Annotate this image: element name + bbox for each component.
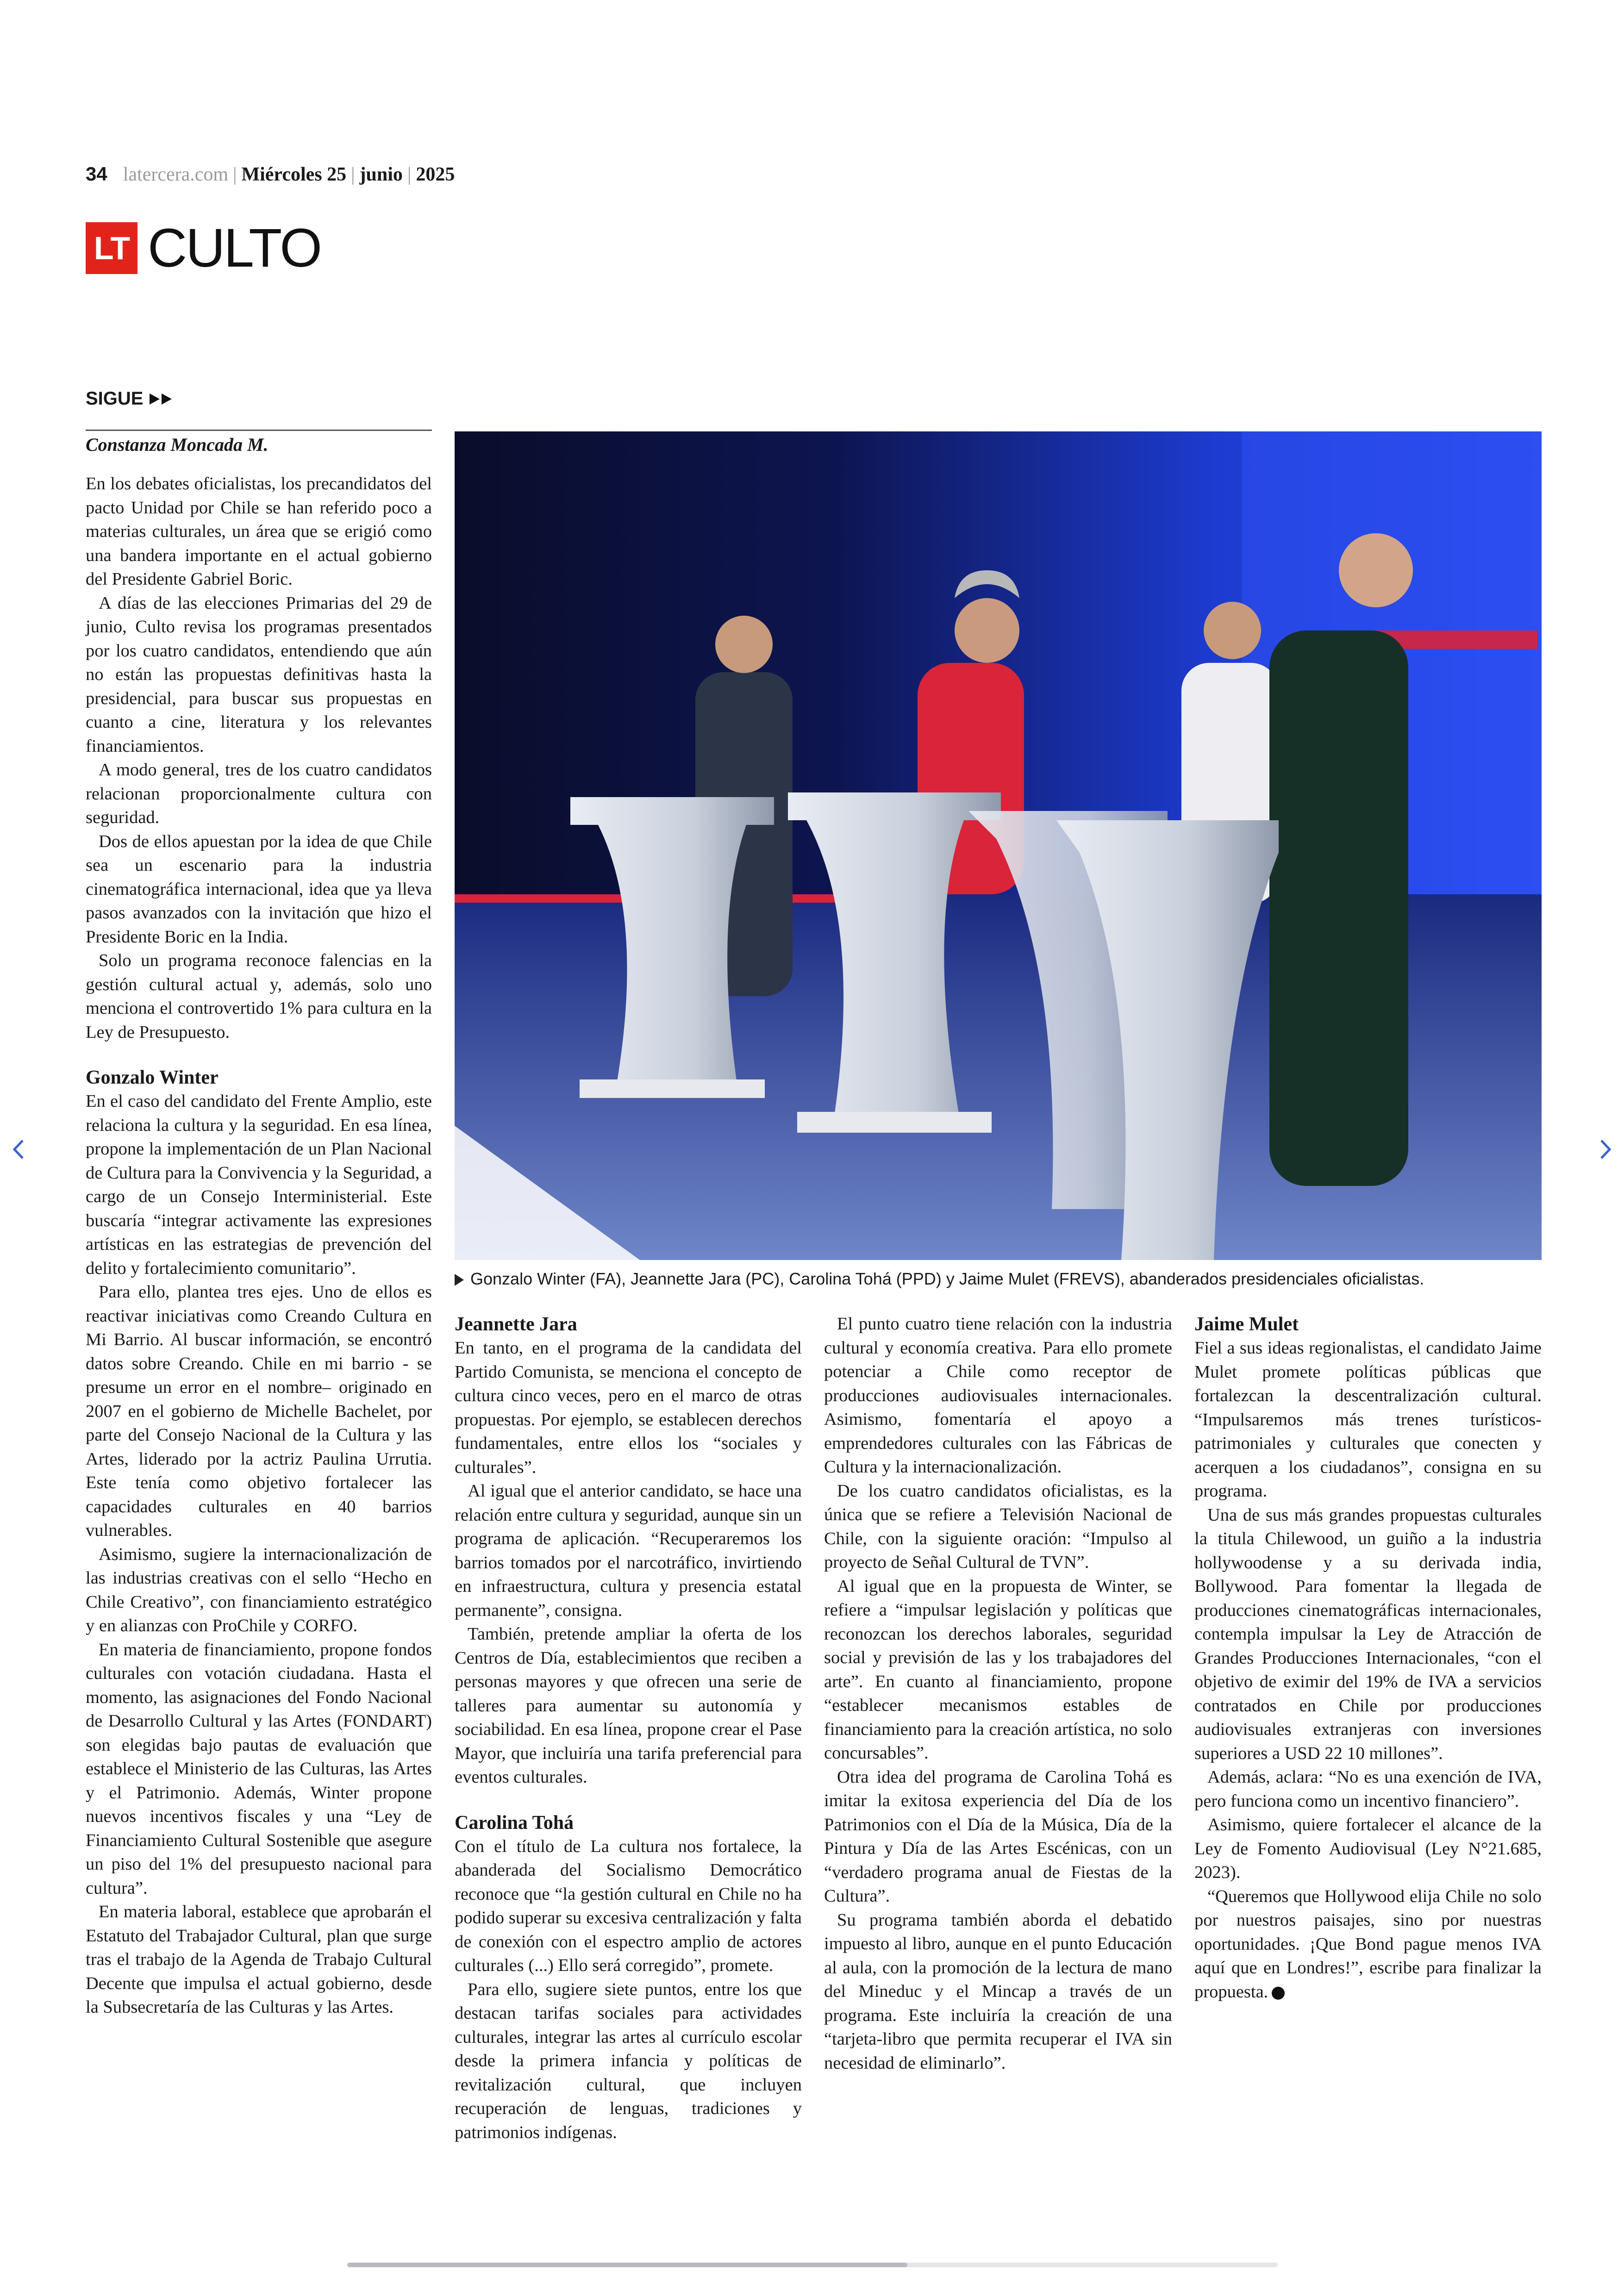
sigue-label: SIGUE [86,387,175,410]
chevron-right-icon [1599,1139,1612,1160]
toha-paragraph: El punto cuatro tiene relación con la industria cultural y economía creativa. Para ello promete potenciar a Chile como receptor de producciones audiovisuales internacionales. Asimismo, fomentaría el apoyo a emprendedores culturales con las Fábricas de Cultura y la internacionalización. [824,1314,1172,1477]
mulet-paragraph: Una de sus más grandes propuestas culturales la titula Chilewood, un guiño a la industria hollywoodense y a su derivada india, Bollywood. Para fomentar la llegada de producciones cinematográficas internacionales, contempla impulsar la Ley de Atracción de Grandes Producciones Internacionales, “con el objetivo de eximir del 19% de IVA a servicios contratados en Chile por producciones audiovisuales extranjeras con inversiones superiores a USD 22 10 millones”. [1194,1505,1542,1763]
column-3 [824,1312,1172,2075]
column-1 [86,472,432,2020]
winter-paragraph: Asimismo, sugiere la internacionalización de las industrias creativas con el sello “Hecho en Chile Creativo”, con financiamiento estratégico y en alianzas con ProChile y CORFO. [86,1544,432,1635]
toha-paragraph: Para ello, sugiere siete puntos, entre los que destacan tarifas sociales para actividades culturales, integrar las artes al currículo escolar desde la primera infancia y políticas de revitalización cultural, que incluyen recuperación de lenguas, tradiciones y patrimonios indígenas. [455,1979,802,2142]
section-brand [86,218,321,279]
intro-paragraph: En los debates oficialistas, los precandidatos del pacto Unidad por Chile se han referido poco a materias culturales, un área que se erigió como una bandera importante en el actual gobierno del Presidente Gabriel Boric. [86,474,432,589]
jara-paragraph: También, pretende ampliar la oferta de los Centros de Día, establecimientos que reciben a personas mayores y que ofrecen una serie de talleres para aumentar su autonomía y sociabilidad. En esa línea, propone crear el Pase Mayor, que incluiría una tarifa preferencial para eventos culturales. [455,1624,802,1787]
mulet-heading: Jaime Mulet [1194,1314,1299,1335]
intro-paragraph: A modo general, tres de los cuatro candidatos relacionan proporcionalmente cultura con seguridad. [86,760,432,827]
toha-paragraph: Su programa también aborda el debatido impuesto al libro, aunque en el punto Educación al aula, con la promoción de la lectura de mano del Mineduc y el Mincap a través de un programa. Este incluiría la creación de una “tarjeta-libro que permita recuperar el IVA sin necesidad de eliminarlo”. [824,1910,1172,2073]
end-mark-icon [1272,1987,1285,2000]
date-weekday-day: Miércoles 25 [241,164,347,185]
site-name: latercera.com [123,164,229,185]
double-play-icon [149,392,175,406]
mulet-paragraph: Fiel a sus ideas regionalistas, el candidato Jaime Mulet promete políticas públicas que fortalezcan la descentralización cultural. “Impulsaremos más trenes turísticos-patrimoniales y culturales que conecten y acerquen a los ciudadanos”, consigna en su programa. [1194,1338,1542,1501]
mulet-paragraph: Asimismo, quiere fortalecer el alcance de la Ley de Fomento Audiovisual (Ley N°21.685, 2023). [1194,1815,1542,1882]
byline-rule [86,430,432,431]
winter-paragraph: Para ello, plantea tres ejes. Uno de ellos es reactivar iniciativas como Creando Cultura en Mi Barrio. Al buscar información, se encontró datos sobre Creando. Chile en mi barrio - se presume un error en el nombre– originado en 2007 en el gobierno de Michelle Bachelet, por parte del Consejo Nacional de la Cultura y las Artes, liderado por la actriz Paulina Urrutia. Este tenía como objetivo fortalecer las capacidades culturales en 40 barrios vulnerables. [86,1282,432,1540]
next-page-button[interactable] [1589,1133,1622,1166]
toha-paragraph: Con el título de La cultura nos fortalece, la abanderada del Socialismo Democrático reconoce que “la gestión cultural en Chile no ha podido superar su excesiva centralización y falta de conexión con el espectro amplio de actores culturales (...) Ello será corregido”, promete. [455,1836,802,1975]
horizontal-scrollbar-thumb[interactable] [347,2263,907,2267]
winter-paragraph: En el caso del candidato del Frente Amplio, este relaciona la cultura y la seguridad. En esa línea, propone la implementación de un Plan Nacional de Cultura para la Convivencia y la Seguridad, a cargo de un Consejo Interministerial. Este buscaría “integrar activamente las expresiones artísticas en las estrategias de prevención del delito y fortalecimiento comunitario”. [86,1091,432,1278]
intro-paragraph: Solo un programa reconoce falencias en la gestión cultural actual y, además, solo uno menciona el controvertido 1% para cultura en la Ley de Presupuesto. [86,951,432,1042]
mulet-paragraph: “Queremos que Hollywood elija Chile no solo por nuestros paisajes, sino por nuestras oportunidades. ¡Que Bond pague menos IVA aquí que en Londres!”, escribe para finalizar la propuesta. [1194,1886,1542,2002]
winter-heading: Gonzalo Winter [86,1067,219,1088]
byline: Constanza Moncada M. [86,434,269,455]
section-name: CULTO [148,218,321,279]
mulet-paragraph: Además, aclara: “No es una exención de IVA, pero funciona como un incentivo financiero”. [1194,1767,1542,1811]
lt-logo: LT [86,222,137,274]
page-number: 34 [86,163,107,185]
winter-paragraph: En materia de financiamiento, propone fondos culturales con votación ciudadana. Hasta el momento, las asignaciones del Fondo Nacional de Desarrollo Cultural y las Artes (FONDART) son elegidas bajo pautas de evaluación que establece el Ministerio de las Culturas, las Artes y el Patrimonio. Además, Winter propone nuevos incentivos fiscales y una “Ley de Financiamiento Cultural Sostenible que asegure un piso del 1% del presupuesto nacional para cultura”. [86,1640,432,1898]
jara-paragraph: En tanto, en el programa de la candidata del Partido Comunista, se menciona el concepto de cultura cinco veces, pero en el marco de otras propuestas. Por ejemplo, se establecen derechos fundamentales, entre ellos los “sociales y culturales”. [455,1338,802,1477]
photo-caption: Gonzalo Winter (FA), Jeannette Jara (PC), Carolina Tohá (PPD) y Jaime Mulet (FREVS), abanderados presidenciales oficialistas. [455,1267,1542,1291]
intro-paragraph: Dos de ellos apuestan por la idea de que Chile sea un escenario para la industria cinematográfica internacional, idea que ya lleva pasos avanzados con la invitación que hizo el Presidente Boric en la India. [86,831,432,947]
winter-paragraph: En materia laboral, establece que aprobarán el Estatuto del Trabajador Cultural, plan que surge tras el trabajo de la Agenda de Trabajo Cultural Decente que impulsa el actual gobierno, desde la Subsecretaría de las Culturas y las Artes. [86,1902,432,2017]
toha-paragraph: De los cuatro candidatos oficialistas, es la única que se refiere a Televisión Nacional de Chile, con la siguiente oración: “Impulso al proyecto de Señal Cultural de TVN”. [824,1481,1172,1572]
column-4 [1194,1312,1542,2004]
debate-photo [455,431,1542,1260]
column-2 [455,1312,802,2145]
jara-paragraph: Al igual que el anterior candidato, se hace una relación entre cultura y seguridad, aunque sin un programa de aplicación. “Recuperaremos los barrios tomados por el narcotráfico, invirtiendo en infraestructura, cultura y presencia estatal permanente”, consigna. [455,1481,802,1620]
jara-heading: Jeannette Jara [455,1314,577,1335]
intro-paragraph: A días de las elecciones Primarias del 29 de junio, Culto revisa los programas presentados por los cuatro candidatos, entendiendo que aún no están las propuestas definitivas hasta la presidencial, para buscar sus propuestas en cuanto a cine, literatura y los relevantes financiamientos. [86,593,432,756]
caption-arrow-icon [455,1274,464,1286]
previous-page-button[interactable] [2,1133,35,1166]
date-year: 2025 [416,164,455,185]
page-folio: 34 latercera.com | Miércoles 25 | junio | 2025 [86,163,455,185]
toha-heading: Carolina Tohá [455,1812,574,1834]
date-month: junio [359,164,403,185]
toha-paragraph: Al igual que en la propuesta de Winter, se refiere a “impulsar legislación y políticas que reconozcan los derechos laborales, seguridad social y previsión de las y los trabajadores del arte”. En cuanto al financiamiento, propone “establecer mecanismos estables de financiamiento para la creación artística, no solo concursables”. [824,1576,1172,1763]
toha-paragraph: Otra idea del programa de Carolina Tohá es imitar la exitosa experiencia del Día de los Patrimonios con el Día de la Música, Día de la Pintura y Día de las Artes Escénicas, con un “verdadero programa anual de Fiestas de la Cultura”. [824,1767,1172,1906]
chevron-left-icon [12,1139,25,1160]
debate-stage-illustration [455,431,1542,1260]
